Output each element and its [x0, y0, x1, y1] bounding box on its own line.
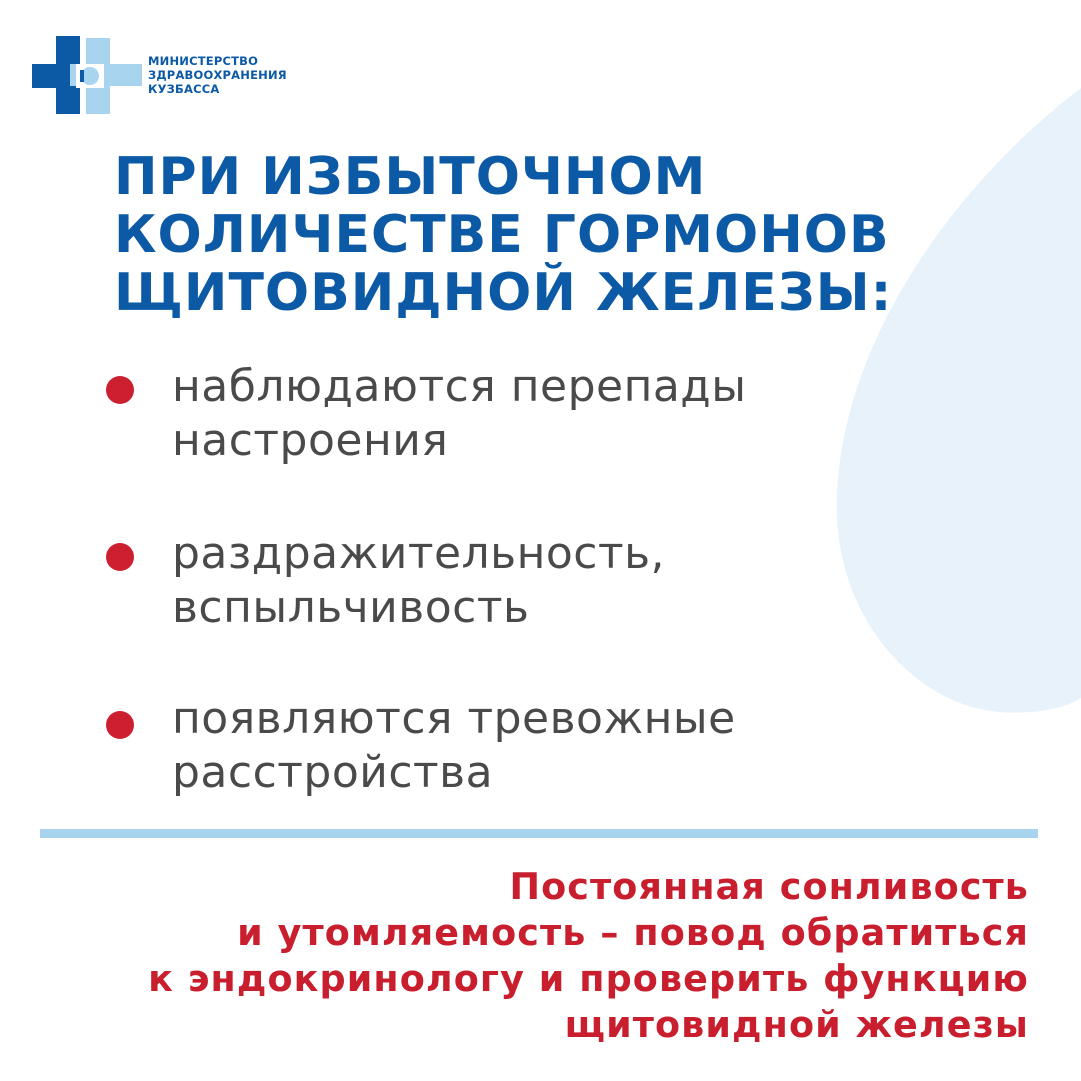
bullet-dot-icon [106, 376, 134, 404]
title-line: ПРИ ИЗБЫТОЧНОМ [114, 147, 707, 207]
list-item-line: настроения [172, 415, 449, 466]
note-line: и утомляемость – повод обратиться [237, 911, 1029, 954]
list-item-line: раздражительность, [172, 528, 666, 579]
list-item-text [172, 692, 736, 800]
divider [40, 829, 1038, 838]
list-item-text [172, 360, 746, 468]
title-line: ЩИТОВИДНОЙ ЖЕЛЕЗЫ: [114, 263, 893, 323]
note-line: Постоянная сонливость [509, 865, 1029, 908]
list-item-line: расстройства [172, 747, 494, 798]
list-item-line: вспыльчивость [172, 582, 530, 633]
note-line: к эндокринологу и проверить функцию [148, 957, 1029, 1000]
list-item-text [172, 527, 665, 635]
note-line: щитовидной железы [564, 1003, 1029, 1046]
bullet-dot-icon [106, 711, 134, 739]
list-item-line: наблюдаются перепады [172, 361, 747, 412]
org-name [148, 54, 287, 96]
list-item-line: появляются тревожные [172, 693, 736, 744]
title-line: КОЛИЧЕСТВЕ ГОРМОНОВ [114, 205, 890, 265]
ministry-logo-icon [32, 36, 142, 116]
bullet-dot-icon [106, 543, 134, 571]
org-name-line: ЗДРАВООХРАНЕНИЯ [148, 68, 287, 82]
org-name-line: МИНИСТЕРСТВО [148, 54, 259, 68]
call-to-action-note [148, 864, 1029, 1048]
org-name-line: КУЗБАССА [148, 82, 220, 96]
page-title [114, 148, 892, 322]
